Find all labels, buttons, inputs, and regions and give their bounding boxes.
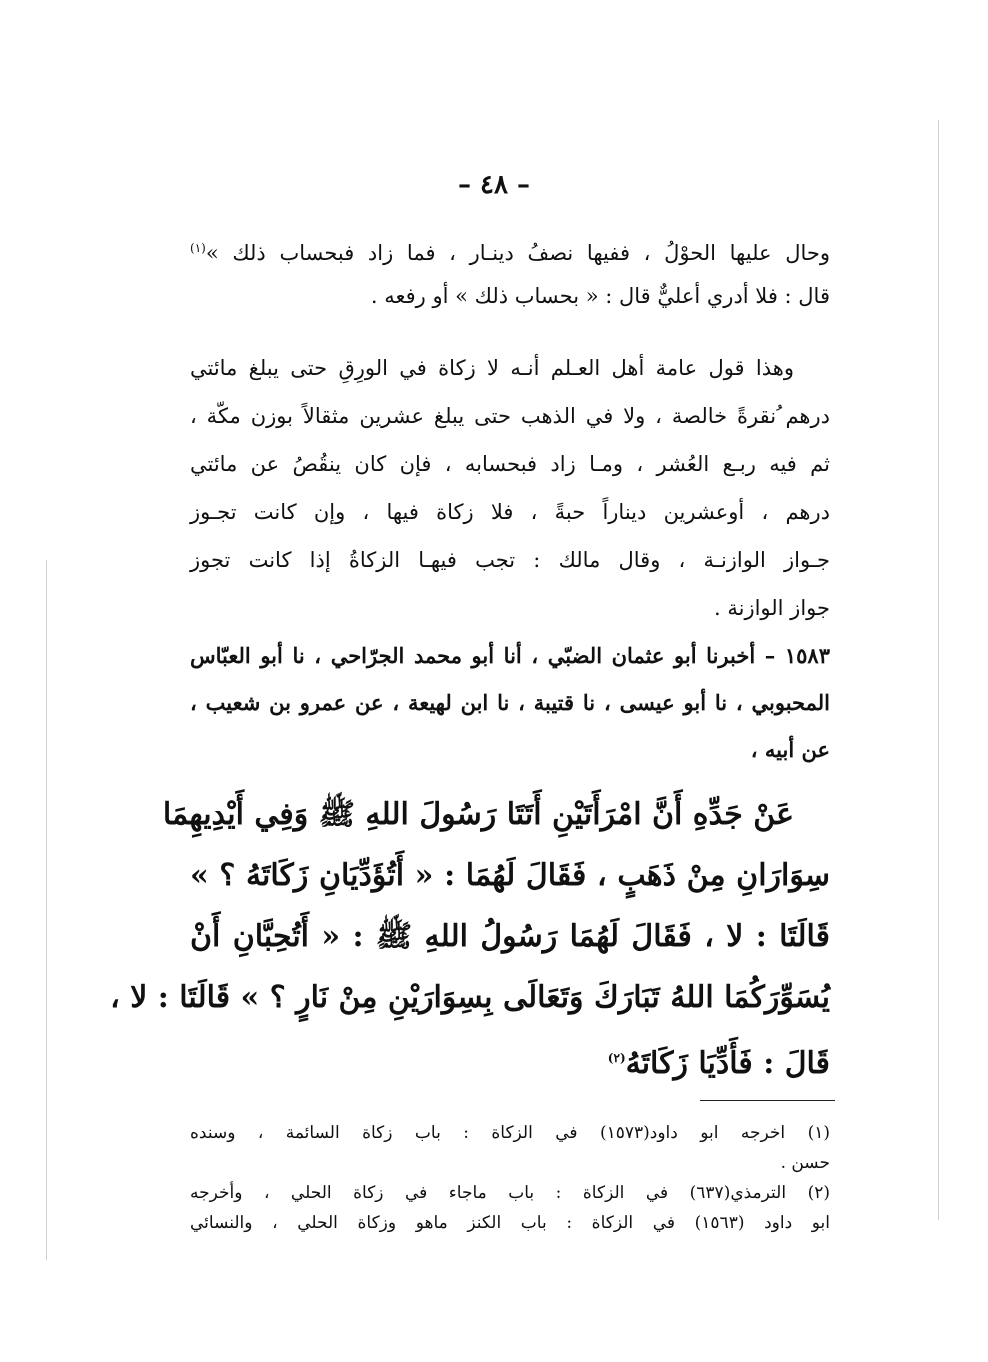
scan-edge-mark (46, 560, 47, 1260)
footnote-line: حسن . (780, 1153, 830, 1173)
text-line: وحال عليها الحوْلُ ، ففيها نصفُ دينـار ، فما زاد فبحساب ذلك »$^{(١)}$ (190, 241, 830, 265)
text-line: درهم ، أوعشرين ديناراً حبةً ، فلا زكاة فيها ، وإن كانت تجـوز (190, 500, 830, 524)
footnote-ref-1: (١) (190, 241, 206, 255)
footnote-line: (٢) الترمذي(٦٣٧) في الزكاة : باب ماجاء في زكاة الحلي ، وأخرجه (190, 1183, 830, 1203)
footnote-line: ابو داود (١٥٦٣) في الزكاة : باب الكنز ماهو وزكاة الحلي ، والنسائي (190, 1213, 831, 1233)
text-line: عن أبيه ، (750, 737, 830, 762)
text-line: المحبوبي ، نا أبو عيسى ، نا قتيبة ، نا ابن لهيعة ، عن عمرو بن شعيب ، (190, 690, 830, 715)
text-line: يُسَوِّرَكُمَا اللهُ تَبَارَكَ وَتَعَالَى بِسِوَارَيْنِ مِنْ نَارٍ ؟ » قَالَتَا : لا ، (110, 980, 830, 1015)
text-line: قال : فلا أدري أعليٌّ قال : « بحساب ذلك » أو رفعه . (370, 284, 830, 308)
footnotes (190, 1118, 830, 1238)
page-number: – ٤٨ – (457, 170, 531, 200)
text-line: ١٥٨٣ – أخبرنا أبو عثمان الضبّي ، أنا أبو محمد الجرّاحي ، نا أبو العبّاس (190, 643, 830, 668)
footnote-line: (١) اخرجه ابو داود(١٥٧٣) في الزكاة : باب زكاة السائمة ، وسنده (190, 1123, 830, 1143)
text-line: ثم فيه ربـع العُشر ، ومـا زاد فبحسابه ، فإن كان ينقُصُ عن مائتي (190, 452, 830, 476)
scan-edge-mark (938, 120, 939, 1220)
text-line: سِوَارَانِ مِنْ ذَهَبٍ ، فَقَالَ لَهُمَا : « أَتُؤَدِّيَانِ زَكَاتَهُ ؟ » (190, 858, 830, 893)
text-line: عَنْ جَدِّهِ أَنَّ امْرَأَتَيْنِ أَتَتَا رَسُولَ اللهِ ﷺ وَفِي أَيْدِيهِمَا (162, 797, 794, 832)
text-line: وهذا قول عامة أهل العـلم أنـه لا زكاة في الورِقِ حتى يبلغ مائتي (190, 356, 794, 380)
hadith-text (110, 784, 830, 1089)
text-line: قَالَ : فَأَدِّيَا زَكَاتَهُ$^{(٢)}$ (607, 1046, 830, 1081)
hadith-chain (190, 632, 830, 773)
text-line: قَالَتَا : لا ، فَقَالَ لَهُمَا رَسُولُ اللهِ ﷺ : « أَتُحِبَّانِ أَنْ (190, 919, 830, 954)
paragraph-continuation (190, 224, 830, 320)
text-line: درهم ُنقرةً خالصة ، ولا في الذهب حتى يبلغ عشرين مثقالاً بوزن مكّة ، (190, 404, 830, 428)
footnote-ref-2: (٢) (607, 1051, 626, 1065)
paragraph-commentary (190, 344, 830, 632)
footnote-divider (700, 1100, 835, 1101)
text-line: جواز الوازنة . (714, 596, 830, 620)
text-line: جـواز الوازنـة ، وقال مالك : تجب فيهـا الزكاةُ إذا كانت تجوز (190, 548, 830, 572)
